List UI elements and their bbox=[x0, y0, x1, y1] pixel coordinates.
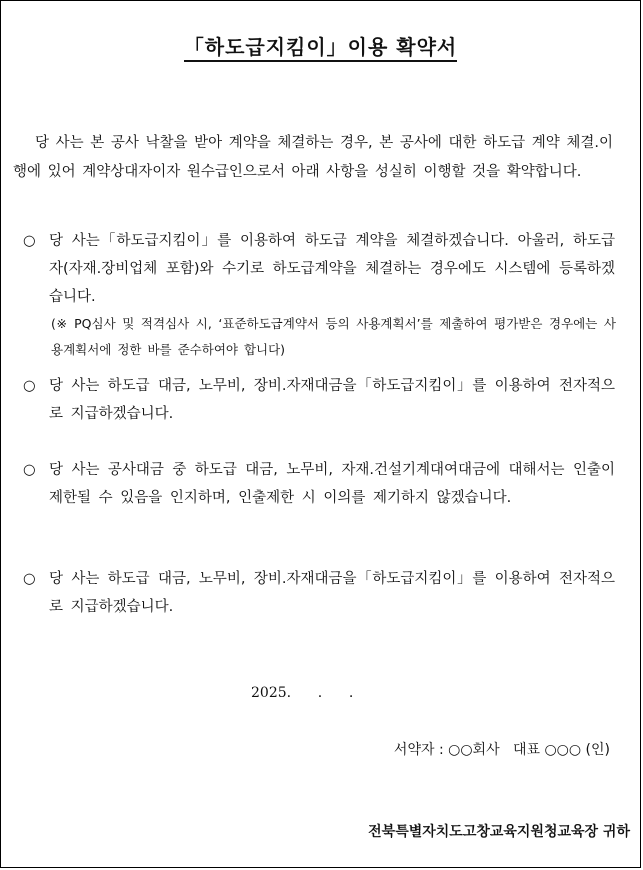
pledge-item-text: 당 사는 하도급 대금, 노무비, 장비.자재대금을「하도급지킴이」를 이용하여 전자적으로 지급하겠습니다. bbox=[49, 378, 615, 422]
document-title bbox=[1, 31, 640, 60]
pledge-item-2 bbox=[23, 372, 615, 428]
pledge-item-4 bbox=[23, 565, 615, 621]
pledge-item-3 bbox=[23, 456, 615, 512]
pledge-item-text: 당 사는 하도급 대금, 노무비, 장비.자재대금을「하도급지킴이」를 이용하여 전자적으로 지급하겠습니다. bbox=[49, 571, 615, 615]
circle-bullet-icon: ○ bbox=[23, 571, 36, 587]
date-line: 2025. . . bbox=[251, 685, 354, 701]
pledge-item-1 bbox=[23, 227, 615, 311]
pledge-item-text: 당 사는 공사대금 중 하도급 대금, 노무비, 자재.건설기계대여대금에 대해서는 인출이 제한될 수 있음을 인지하며, 인출제한 시 이의를 제기하지 않겠습니다. bbox=[49, 462, 615, 506]
pledge-item-text: 당 사는「하도급지킴이」를 이용하여 하도급 계약을 체결하겠습니다. 아울러, 하도급자(자재.장비업체 포함)와 수기로 하도급계약을 체결하는 경우에도 시스템에 등록하겠습니다. bbox=[49, 233, 615, 305]
circle-bullet-icon: ○ bbox=[23, 462, 36, 478]
recipient-line: 전북특별자치도고창교육지원청교육장 귀하 bbox=[368, 824, 630, 840]
document-title-text: 「하도급지킴이」이용 확약서 bbox=[184, 35, 457, 62]
circle-bullet-icon: ○ bbox=[23, 233, 36, 249]
signature-line: 서약자 : ○○회사 대표 ○○○ (인) bbox=[393, 742, 610, 758]
pq-note: (※ PQ심사 및 적격심사 시, ‘표준하도급계약서 등의 사용계획서’를 제출하여 평가받은 경우에는 사용계획서에 정한 바를 준수하여야 합니다) bbox=[51, 316, 616, 357]
intro-paragraph: 당 사는 본 공사 낙찰을 받아 계약을 체결하는 경우, 본 공사에 대한 하도급 계약 체결.이행에 있어 계약상대자이자 원수급인으로서 아래 사항을 성실히 이행할 것을 확약합니다. bbox=[13, 135, 613, 180]
circle-bullet-icon: ○ bbox=[23, 378, 36, 394]
